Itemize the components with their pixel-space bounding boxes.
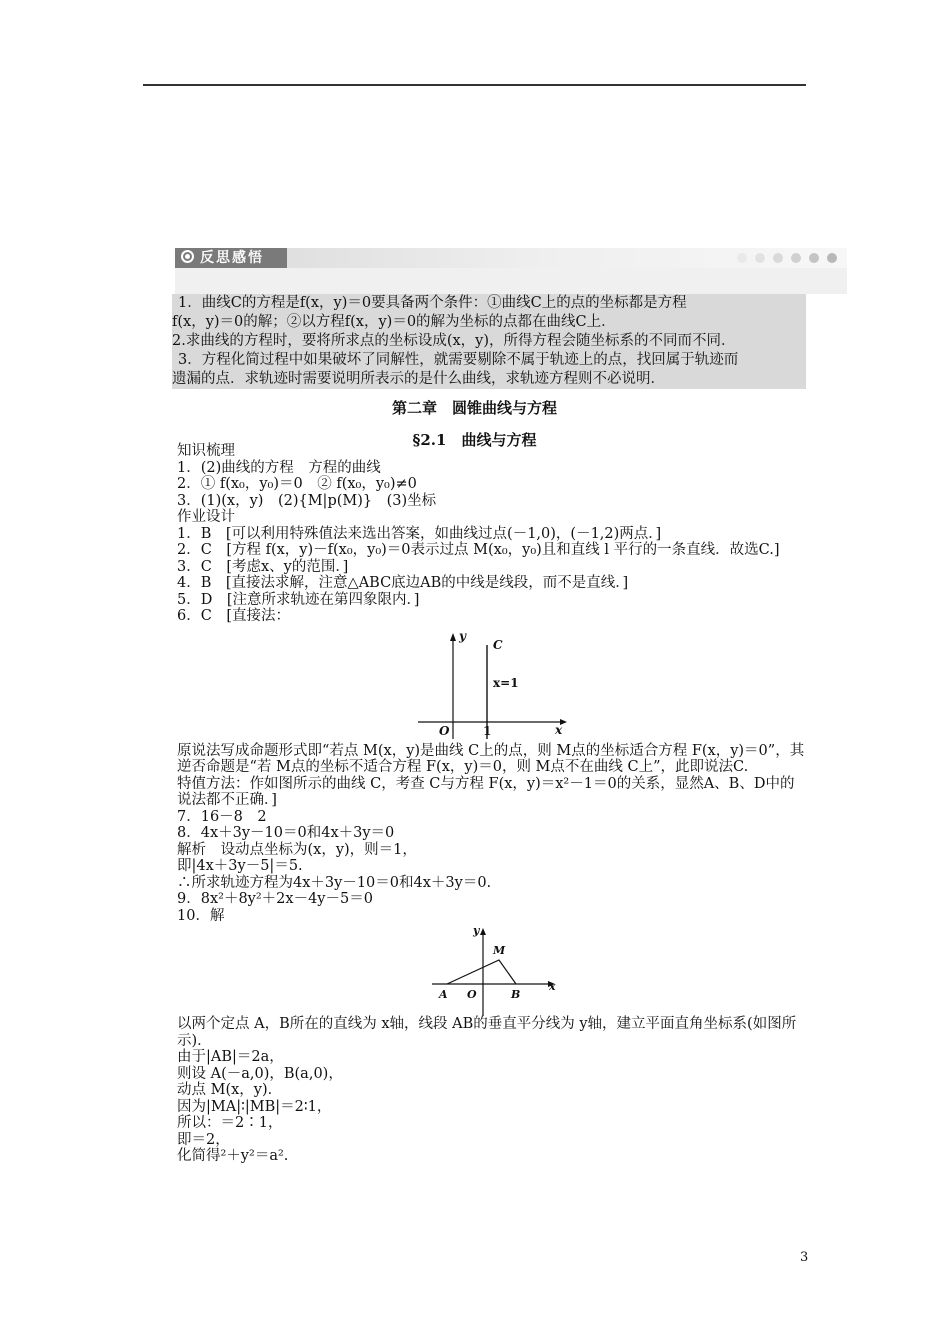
answer-2: 2．C [方程 f(x，y)－f(x₀，y₀)＝0表示过点 M(x₀，y₀)且和直线 l 平行的一条直线．故选C.] <box>177 542 780 558</box>
answer-3: 3．C [考虑x、y的范围．] <box>177 558 349 575</box>
knowledge-heading: 知识梳理 <box>177 443 235 459</box>
fig2-x-label: x <box>549 980 556 993</box>
fig1-o-label: O <box>439 723 450 738</box>
banner-dot-5 <box>809 253 819 263</box>
answer-6: 6．C [直接法： <box>177 608 290 624</box>
answer-10-line-1: 由于|AB|＝2a， <box>177 1049 284 1065</box>
banner-dot-6 <box>827 253 837 263</box>
fig1-one-label: 1 <box>483 723 492 738</box>
fig2-m-label: M <box>493 944 506 957</box>
knowledge-3: 3．(1)(x，y) (2){M|p(M)} (3)坐标 <box>177 492 437 509</box>
banner-dot-2 <box>755 253 765 263</box>
fig1-y-label: y <box>459 628 466 643</box>
banner-tab <box>175 248 287 268</box>
summary-line-4: 3．方程化简过程中如果破坏了同解性，就需要剔除不属于轨迹上的点，找回属于轨迹而 <box>178 352 739 368</box>
fig1-c-label: C <box>493 637 503 652</box>
fig2-o-label: O <box>467 988 477 1001</box>
page-number: 3 <box>800 1250 809 1265</box>
answer-6-text-2: 特值方法：作如图所示的曲线 C，考查 C与方程 F(x，y)＝x²－1＝0的关系，显然A、B、D中的说法都不正确．] <box>177 775 795 808</box>
answer-5: 5．D [注意所求轨迹在第四象限内．] <box>177 591 420 608</box>
homework-heading: 作业设计 <box>177 509 235 525</box>
summary-line-2: f(x，y)＝0的解；②以方程f(x，y)＝0的解为坐标的点都在曲线C上． <box>172 314 616 330</box>
answer-10-line-2: 则设 A(－a,0)，B(a,0)， <box>177 1065 343 1082</box>
answer-1: 1．B [可以利用特殊值法来选出答案，如曲线过点(－1,0)，(－1,2)两点．] <box>177 525 662 542</box>
target-icon <box>181 250 194 263</box>
fig2-y-label: y <box>473 924 480 937</box>
answer-8-line-3: ∴所求轨迹方程为4x＋3y－10＝0和4x＋3y＝0. <box>177 874 492 891</box>
answer-10-line-7: 化简得²＋y²＝a². <box>177 1148 289 1164</box>
reflection-banner <box>175 248 847 294</box>
top-rule <box>143 84 806 86</box>
answer-9: 9．8x²＋8y²＋2x－4y－5＝0 <box>177 891 373 907</box>
banner-dot-4 <box>791 253 801 263</box>
fig2-b-label: B <box>511 988 521 1001</box>
banner-dot-3 <box>773 253 783 263</box>
fig1-eq-label: x=1 <box>493 675 519 690</box>
knowledge-1: 1．(2)曲线的方程 方程的曲线 <box>177 459 381 476</box>
answer-10-line-3: 动点 M(x，y)． <box>177 1082 283 1098</box>
banner-shade <box>175 268 847 294</box>
answer-8: 8．4x＋3y－10＝0和4x＋3y＝0 <box>177 825 395 841</box>
summary-line-3: 2.求曲线的方程时，要将所求点的坐标设成(x，y)，所得方程会随坐标系的不同而不同． <box>172 333 736 349</box>
answer-10-line-6: 即＝2， <box>177 1131 230 1148</box>
answer-8-line-2: 即|4x＋3y－5|＝5. <box>177 858 303 874</box>
answer-8-line-1: 解析 设动点坐标为(x，y)，则＝1， <box>177 841 417 858</box>
answer-6-text-1: 原说法写成命题形式即“若点 M(x，y)是曲线 C上的点，则 M点的坐标适合方程 F(x，y)＝0”，其逆否命题是“若 M点的坐标不适合方程 F(x，y)＝0，则 M点不在曲线 C上”，此即说法C. <box>177 742 805 775</box>
answer-10: 10．解 <box>177 907 225 924</box>
figure-line-x1 <box>177 625 807 743</box>
fig1-x-label: x <box>555 722 563 737</box>
summary-line-1: 1．曲线C的方程是f(x，y)＝0要具备两个条件：①曲线C上的点的坐标都是方程 <box>178 295 687 311</box>
summary-line-5: 遗漏的点．求轨迹时需要说明所表示的是什么曲线，求轨迹方程则不必说明． <box>172 371 665 387</box>
banner-dot-1 <box>737 253 747 263</box>
figure-coordinate-amb <box>177 924 807 1016</box>
section-title: §2.1 曲线与方程 <box>412 431 537 449</box>
answer-content <box>177 443 807 1165</box>
answer-10-line-4: 因为|MA|∶|MB|＝2∶1， <box>177 1098 332 1115</box>
answer-10-text: 以两个定点 A，B所在的直线为 x轴，线段 AB的垂直平分线为 y轴，建立平面直角坐标系(如图所示)． <box>177 1016 797 1049</box>
answer-7: 7．16－8 2 <box>177 808 267 825</box>
summary-box <box>172 294 806 389</box>
banner-title: 反思感悟 <box>200 250 264 266</box>
answer-4: 4．B [直接法求解，注意△ABC底边AB的中线是线段，而不是直线．] <box>177 575 629 591</box>
answer-10-line-5: 所以：＝2∶1， <box>177 1115 283 1131</box>
banner-dots <box>737 253 837 263</box>
knowledge-2: 2．① f(x₀，y₀)＝0 ② f(x₀，y₀)≠0 <box>177 476 417 492</box>
fig2-a-label: A <box>439 988 448 1001</box>
chapter-title: 第二章 圆锥曲线与方程 <box>391 399 557 417</box>
